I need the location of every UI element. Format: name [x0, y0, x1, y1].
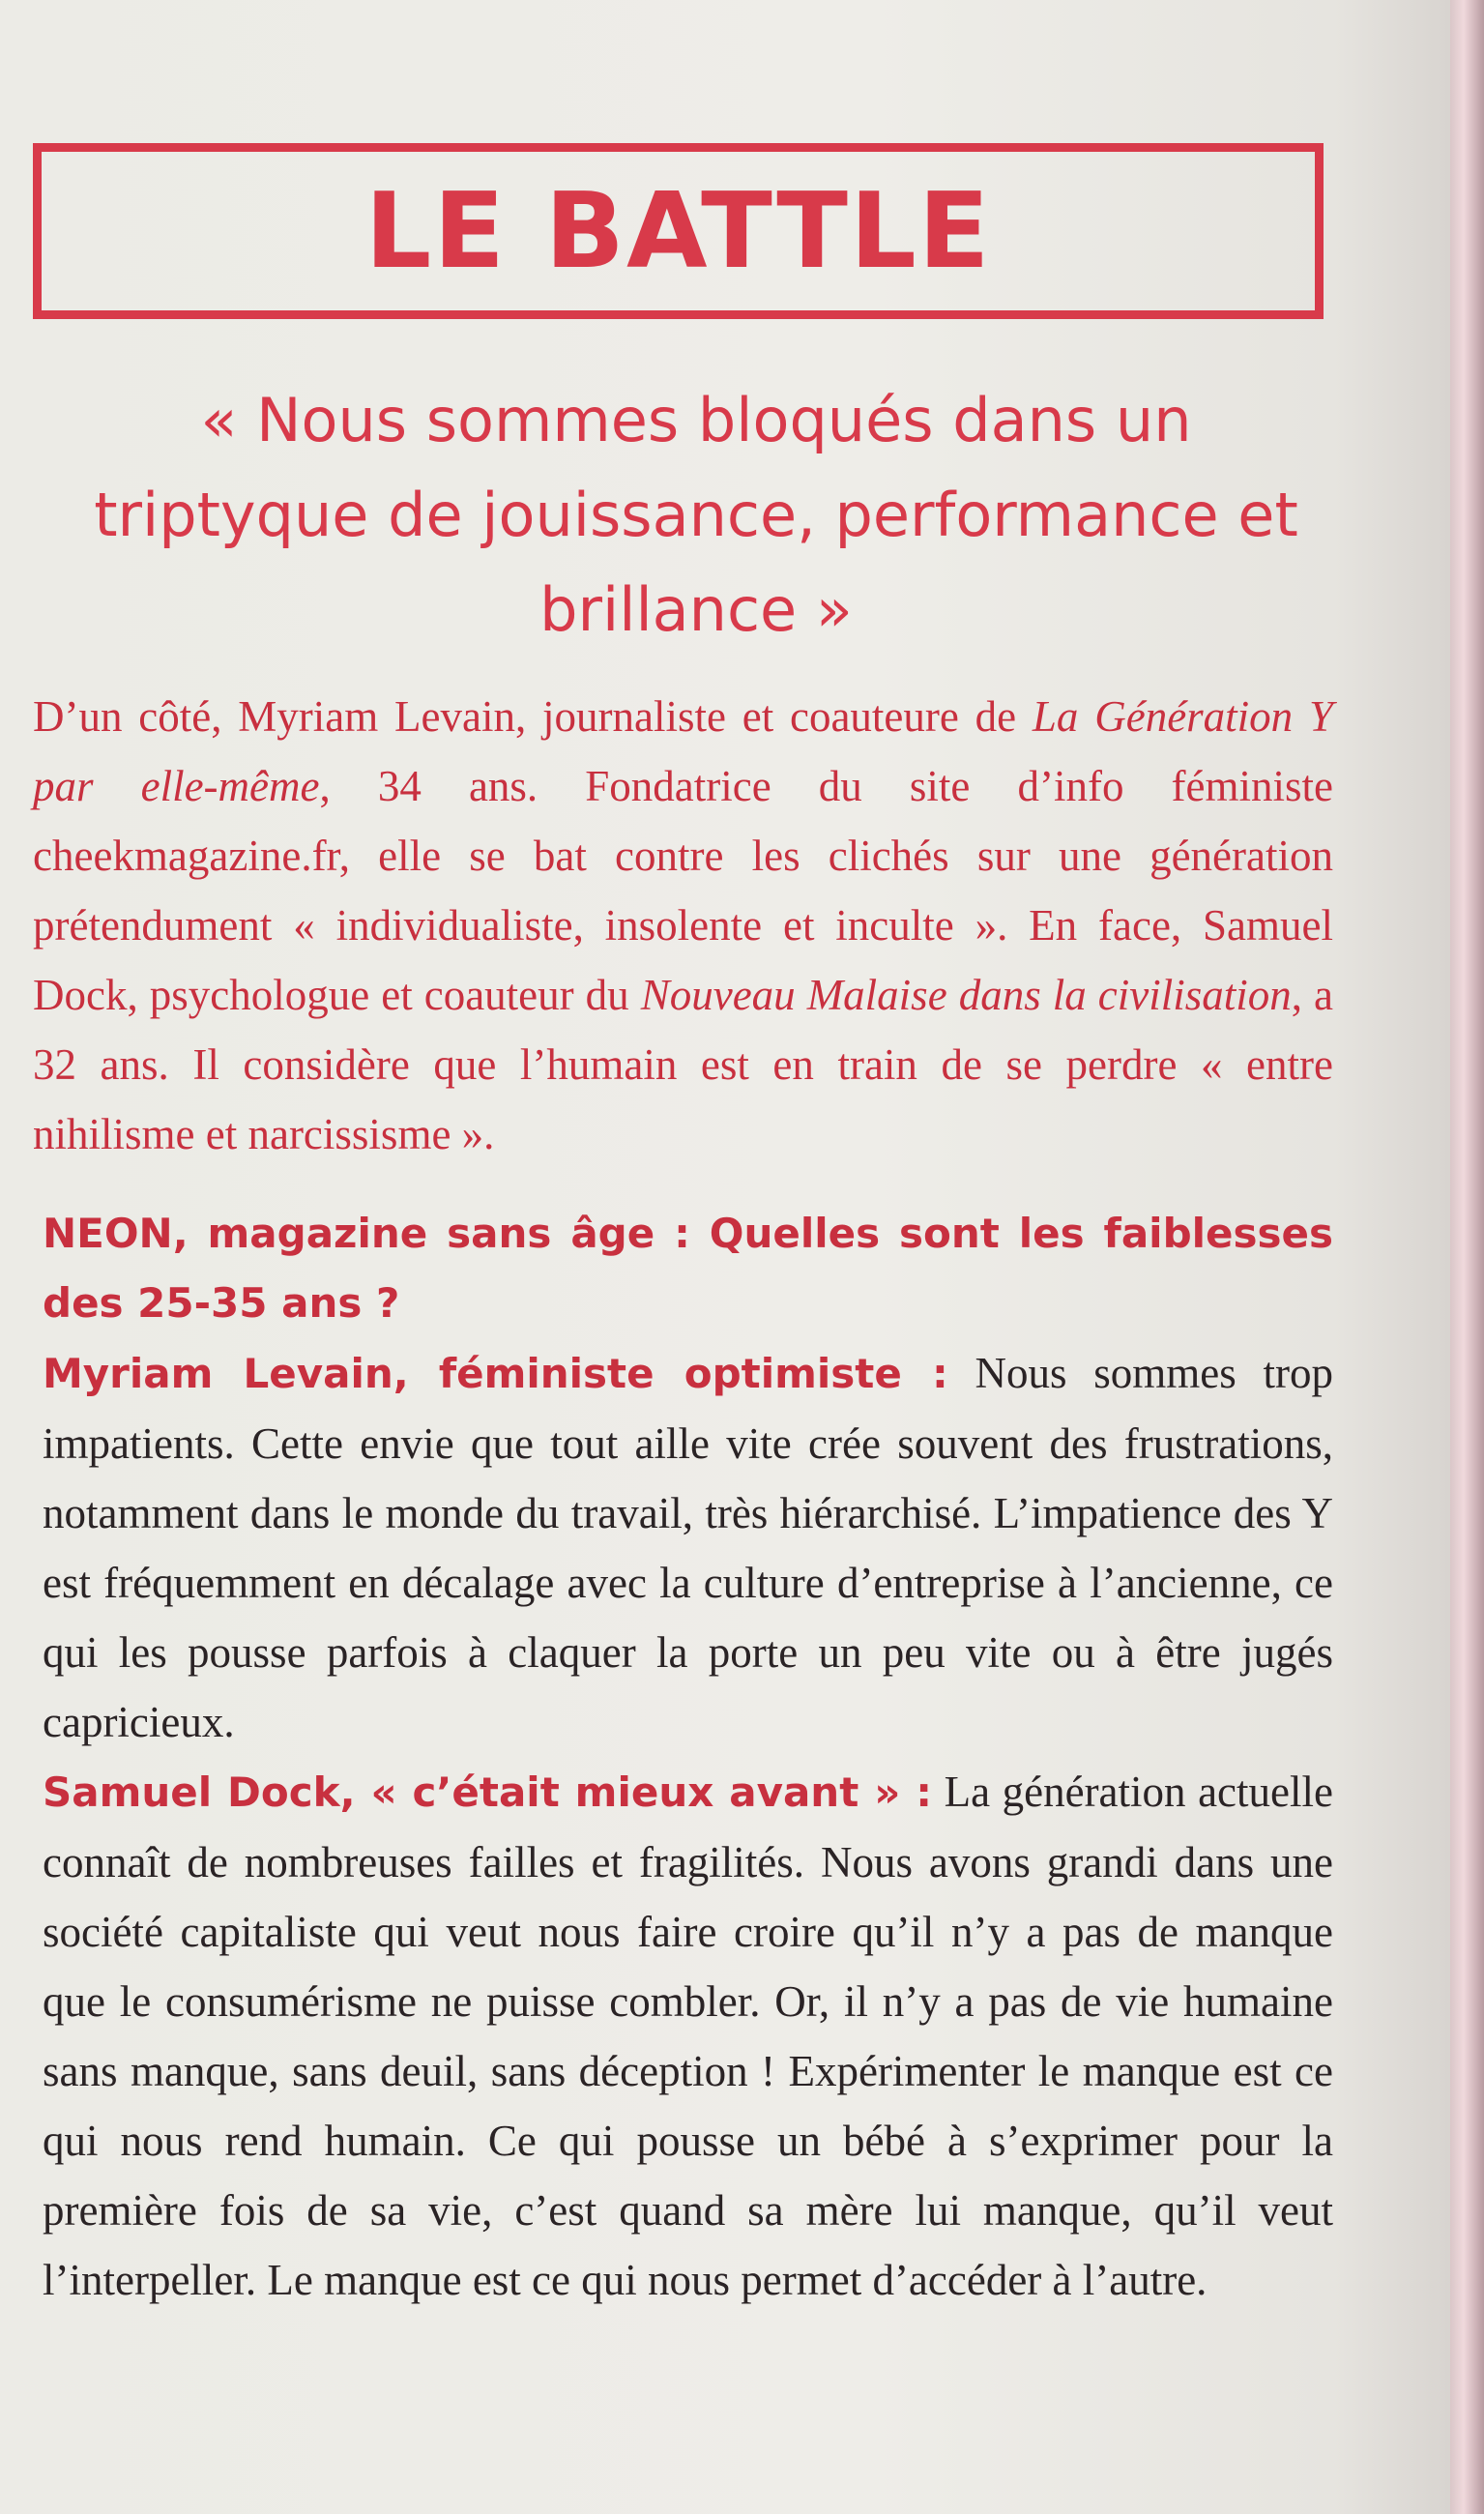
- speaker-name: Myriam Levain, féministe optimiste :: [43, 1350, 948, 1397]
- book-title-2: Nouveau Malaise dans la civilisation: [640, 971, 1292, 1019]
- answer-myriam: [43, 1338, 1333, 1757]
- intro-text-3: , a 32 ans. Il considère que l’humain est en train de se perdre « entre nihilisme et narcissisme ».: [33, 971, 1333, 1158]
- speaker-name: Samuel Dock, « c’était mieux avant » :: [43, 1769, 933, 1816]
- interview-section: [43, 1199, 1333, 2315]
- answer-samuel: [43, 1757, 1333, 2315]
- interview-question: NEON, magazine sans âge : Quelles sont les faiblesses des 25-35 ans ?: [43, 1210, 1333, 1327]
- intro-text-1: D’un côté, Myriam Levain, journaliste et coauteure de: [33, 692, 1033, 741]
- section-title-box: [33, 143, 1324, 319]
- intro-paragraph: [33, 682, 1333, 1169]
- adjacent-page-edge: [1450, 0, 1484, 2514]
- answer-text: Nous sommes trop impatients. Cette envie que tout aille vite crée souvent des frustrations, notamment dans le monde du travail, très hiérarchisé. L’impatience des Y est fréquemment en décalage avec la culture d’entreprise à l’ancienne, ce qui les pousse parfois à claquer la porte un peu vite ou à être jugés capricieux.: [43, 1349, 1333, 1746]
- intro-text-2: , 34 ans. Fondatrice du site d’info féministe cheekmagazine.fr, elle se bat contre les clichés sur une génération prétendument « individualiste, insolente et inculte ». En face, Samuel Dock, psychologue et coauteur du: [33, 762, 1334, 1019]
- answer-text: La génération actuelle connaît de nombreuses failles et fragilités. Nous avons grandi dans une société capitaliste qui veut nous faire croire qu’il n’y a pas de manque que le consumérisme ne puisse combler. Or, il n’y a pas de vie humaine sans manque, sans deuil, sans déception ! Expérimenter le manque est ce qui nous rend humain. Ce qui pousse un bébé à s’exprimer pour la première fois de sa vie, c’est quand sa mère lui manque, qu’il veut l’interpeller. Le manque est ce qui nous permet d’accéder à l’autre.: [43, 1768, 1333, 2304]
- book-title-1: La Génération Y par elle-même: [33, 692, 1333, 810]
- pull-quote: « Nous sommes bloqués dans un triptyque de jouissance, performance et brillance »: [94, 385, 1298, 645]
- section-title: LE BATTLE: [364, 170, 992, 292]
